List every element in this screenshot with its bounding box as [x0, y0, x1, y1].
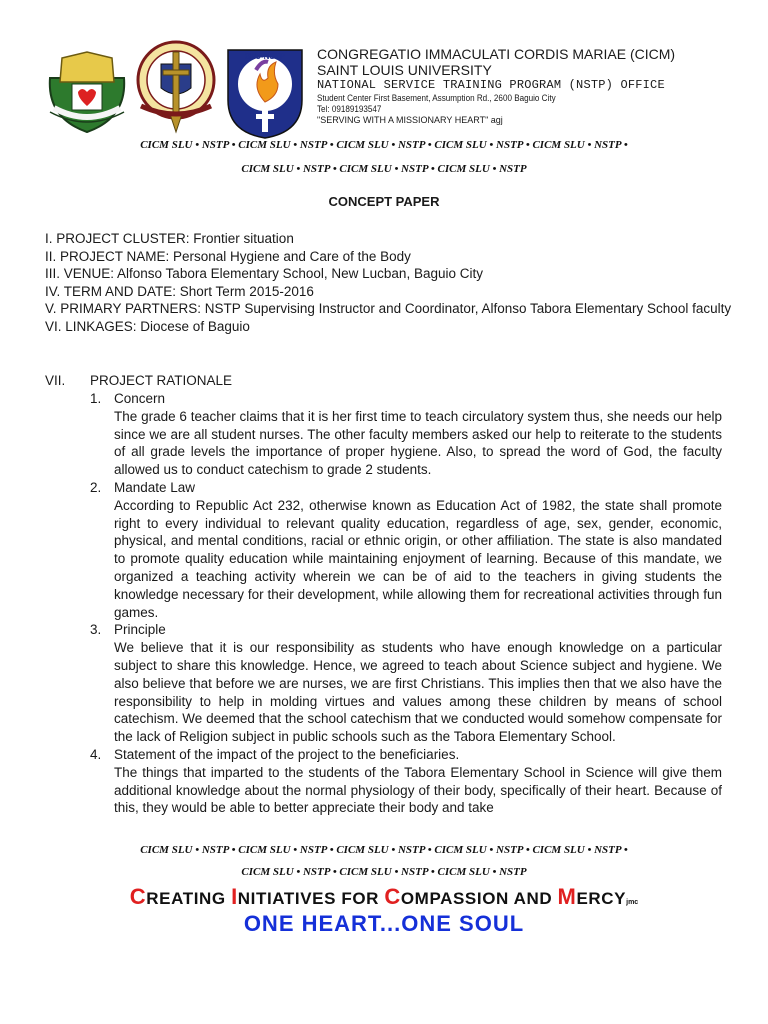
meta-venue: III. VENUE: Alfonso Tabora Elementary School, New Lucban, Baguio City	[45, 266, 483, 281]
slogan-tag: jmc	[626, 899, 639, 906]
slogan-word: REATING	[146, 889, 232, 908]
project-meta	[45, 230, 735, 335]
slu-seal-logo	[135, 40, 217, 136]
document-title: CONCEPT PAPER	[328, 194, 440, 209]
list-item	[90, 746, 722, 817]
slu-nstp-logo	[222, 44, 308, 140]
cicm-crest-logo	[42, 48, 132, 136]
item-heading: Concern	[114, 391, 166, 406]
slogan-initial: M	[557, 884, 577, 909]
item-heading: Statement of the impact of the project to the beneficiaries.	[114, 746, 460, 762]
slogan-initial: C	[129, 884, 147, 909]
top-band-row-1: CICM SLU • NSTP • CICM SLU • NSTP • CICM SLU • NSTP • CICM SLU • NSTP • CICM SLU • NSTP •	[140, 139, 628, 151]
header-congregation: CONGREGATIO IMMACULATI CORDIS MARIAE (CICM)	[317, 46, 676, 62]
slogan-initial: I	[231, 884, 238, 909]
header-tel: Tel: 09189193547	[317, 104, 382, 114]
header-office: NATIONAL SERVICE TRAINING PROGRAM (NSTP) OFFICE	[317, 78, 665, 92]
meta-partners: V. PRIMARY PARTNERS: NSTP Supervising Instructor and Coordinator, Alfonso Tabora Elementary School faculty	[45, 301, 732, 316]
section-heading	[45, 373, 232, 388]
slogan-initial: C	[384, 884, 401, 909]
item-number: 2.	[90, 479, 102, 495]
item-number: 1.	[90, 391, 102, 406]
footer-heart-motto: ONE HEART...ONE SOUL	[243, 911, 525, 936]
header-university: SAINT LOUIS UNIVERSITY	[317, 62, 492, 78]
item-text: The things that imparted to the students of the Tabora Elementary School in Science will give them additional knowledge about the normal physiology of their body, specifically of their heart. Because of this, they would be able to better appreciate their body and take	[114, 764, 722, 816]
bottom-band-row-1: CICM SLU • NSTP • CICM SLU • NSTP • CICM SLU • NSTP • CICM SLU • NSTP • CICM SLU • NSTP •	[140, 844, 628, 856]
institution-header	[317, 46, 757, 126]
slogan-word: OMPASSION AND	[400, 889, 558, 908]
meta-term: IV. TERM AND DATE: Short Term 2015-2016	[45, 283, 314, 299]
list-item	[90, 390, 722, 479]
meta-name: II. PROJECT NAME: Personal Hygiene and Care of the Body	[45, 248, 411, 264]
header-address: Student Center First Basement, Assumption Rd., 2600 Baguio City	[317, 93, 556, 103]
top-band-row-2: CICM SLU • NSTP • CICM SLU • NSTP • CICM SLU • NSTP	[241, 163, 527, 175]
slogan-word: ERCY	[576, 889, 627, 908]
section-number: VII.	[45, 373, 66, 388]
item-text: We believe that it is our responsibility as students who have enough knowledge on a particular subject to share this knowledge. Hence, we agreed to teach about Science subject and hygiene. We also believe that before we are nurses, we are first Christians. This implies then that we also have the responsibility to help in molding virtues and values among these children by means of school catechism. We deemed that the school catechism that we conducted would somehow compensate for the lack of Religion subject in public schools such as the Tabora Elementary School.	[114, 640, 722, 745]
item-number: 4.	[90, 746, 102, 762]
list-item	[90, 621, 722, 746]
section-label: PROJECT RATIONALE	[90, 373, 233, 388]
item-text: The grade 6 teacher claims that it is her first time to teach circulatory system thus, she needs our help since we are all student nurses. The other faculty members asked our help to reiterate to the students of all grade levels the importance of proper hygiene. Also, to spread the word of God, the faculty allowed us to conduct catechism to grade 2 students.	[114, 408, 722, 478]
list-item	[90, 479, 722, 621]
nstp-logo-text: SLU-NSTP	[245, 52, 285, 61]
footer-slogan	[0, 884, 768, 910]
item-number: 3.	[90, 622, 102, 638]
bottom-band-row-2: CICM SLU • NSTP • CICM SLU • NSTP • CICM SLU • NSTP	[241, 866, 527, 878]
slogan-word: NITIATIVES FOR	[237, 889, 385, 908]
item-heading: Principle	[114, 622, 166, 638]
item-heading: Mandate Law	[114, 479, 196, 495]
header-motto: "SERVING WITH A MISSIONARY HEART" agj	[317, 115, 503, 125]
logo-group	[40, 38, 310, 138]
meta-cluster: I. PROJECT CLUSTER: Frontier situation	[45, 231, 294, 246]
rationale-list	[90, 390, 722, 817]
item-text: According to Republic Act 232, otherwise known as Education Act of 1982, the state shall promote right to every individual to relevant quality education, regardless of age, sex, gender, economic, physical, and mental conditions, racial or ethnic origin, or other affiliation. The state is also mandated to promote quality education while maintaining enjoyment of learning. Because of this mandate, we organized a teaching activity wherein we can be of aid to the teachers in giving students the knowledge necessary for their development, while allowing them for recreational activities through fun games.	[114, 497, 722, 620]
meta-linkages: VI. LINKAGES: Diocese of Baguio	[45, 318, 250, 334]
